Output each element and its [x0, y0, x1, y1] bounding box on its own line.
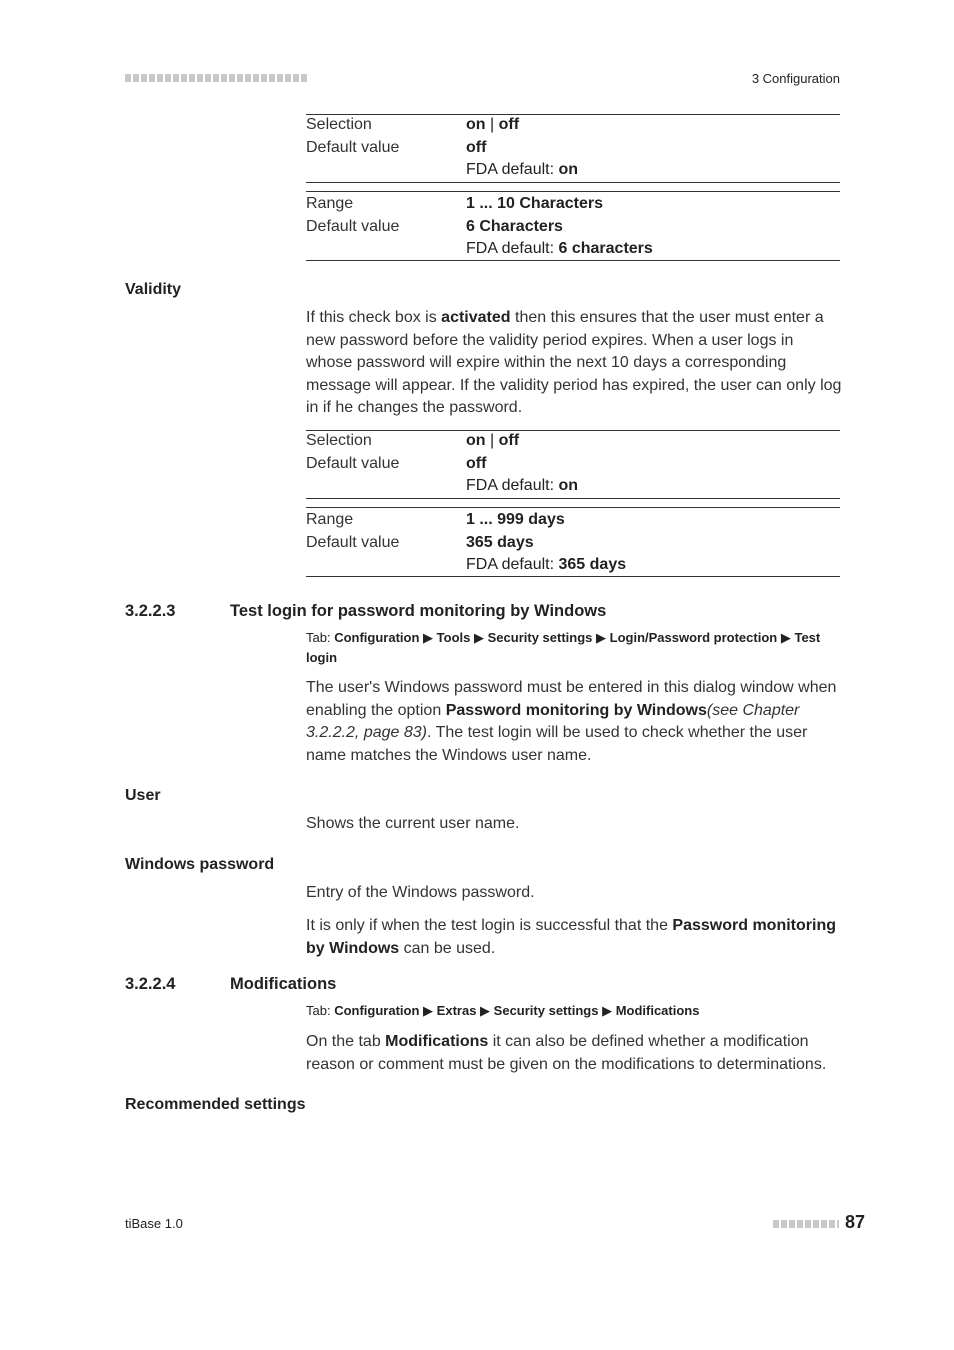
- table-row: [306, 159, 840, 182]
- arrow-icon: ▶: [474, 630, 484, 645]
- tab-path: Tab: Configuration ▶ Extras ▶ Security settings ▶ Modifications: [306, 1003, 700, 1018]
- table-rule: [306, 260, 840, 261]
- arrow-icon: ▶: [780, 630, 791, 645]
- user-term: User: [125, 787, 161, 804]
- user-description: Shows the current user name.: [306, 815, 520, 832]
- default-value: off: [466, 454, 487, 472]
- default-value: off: [466, 138, 487, 156]
- arrow-icon: ▶: [423, 630, 434, 645]
- tab-path: Tab: Configuration ▶ Tools ▶ Security settings ▶ Login/Password protection ▶ Test login: [306, 630, 821, 665]
- table-rule: [306, 507, 840, 508]
- parameter-table-selection: [306, 430, 840, 498]
- page-number: 87: [845, 1212, 866, 1232]
- table-row: [306, 554, 840, 577]
- table-row: [306, 216, 840, 239]
- parameter-table-range: [306, 509, 840, 577]
- default-label: Default value: [306, 533, 400, 551]
- table-rule: [306, 191, 840, 192]
- table-row: [306, 114, 840, 137]
- parameter-table-range: [306, 193, 840, 261]
- parameter-table-selection: [306, 114, 840, 182]
- range-label: Range: [306, 511, 354, 528]
- chapter-reference: (see Chapter 3.2.2.2, page 83): [306, 701, 800, 741]
- fda-default: FDA default: on: [466, 161, 579, 178]
- table-rule: [306, 576, 840, 577]
- table-row: [306, 453, 840, 476]
- selection-value: on | off: [466, 116, 520, 133]
- section-title: Test login for password monitoring by Windows: [230, 602, 607, 620]
- validity-term: Validity: [125, 281, 182, 298]
- arrow-icon: ▶: [480, 1003, 491, 1018]
- table-row: [306, 238, 840, 261]
- range-value: 1 ... 999 days: [466, 511, 565, 528]
- table-row: [306, 532, 840, 555]
- arrow-icon: ▶: [602, 1003, 613, 1018]
- default-label: Default value: [306, 454, 400, 472]
- windows-password-term: Windows password: [125, 856, 275, 873]
- section-title: Modifications: [230, 975, 337, 993]
- arrow-icon: ▶: [596, 630, 607, 645]
- fda-default: FDA default: 365 days: [466, 556, 627, 573]
- range-value: 1 ... 10 Characters: [466, 195, 603, 212]
- table-row: [306, 430, 840, 453]
- default-value: 365 days: [466, 533, 534, 551]
- default-label: Default value: [306, 138, 400, 156]
- table-row: [306, 475, 840, 498]
- fda-default: FDA default: on: [466, 477, 579, 494]
- fda-default: FDA default: 6 characters: [466, 240, 653, 257]
- table-row: [306, 509, 840, 532]
- selection-value: on | off: [466, 432, 520, 449]
- default-label: Default value: [306, 217, 400, 235]
- modifications-description: On the tab Modifications it can also be defined whether a modification reason or comment must be given on the modifications to determinations.: [306, 1033, 827, 1073]
- table-row: [306, 193, 840, 216]
- table-rule: [306, 498, 840, 499]
- selection-label: Selection: [306, 432, 372, 449]
- table-rule: [306, 182, 840, 183]
- chapter-header: 3 Configuration: [751, 71, 840, 86]
- footer-decoration: [773, 1220, 839, 1228]
- recommended-settings-term: Recommended settings: [125, 1096, 306, 1113]
- footer-product: tiBase 1.0: [125, 1216, 183, 1231]
- windows-password-note: It is only if when the test login is successful that the Password monitoring by Windows can be used.: [306, 917, 836, 957]
- test-login-description: The user's Windows password must be entered in this dialog window when enabling the option Password monitoring by Windows(see Chapter 3.2.2.2, page 83). The test login will be used to check whether the user name matches the Windows user name.: [306, 679, 837, 764]
- header-decoration: [125, 74, 307, 82]
- windows-password-description: Entry of the Windows password.: [306, 884, 535, 901]
- section-number: 3.2.2.3: [125, 602, 176, 620]
- table-row: [306, 137, 840, 160]
- selection-label: Selection: [306, 116, 372, 133]
- section-number: 3.2.2.4: [125, 975, 176, 993]
- default-value: 6 Characters: [466, 217, 563, 235]
- arrow-icon: ▶: [423, 1003, 434, 1018]
- validity-description: If this check box is activated then this ensures that the user must enter a new password before the validity period expires. When a user logs in whose password will expire within the next 10 days a corresponding message will appear. If the validity period has expired, the user can only log in if he changes the password.: [306, 309, 842, 416]
- range-label: Range: [306, 195, 354, 212]
